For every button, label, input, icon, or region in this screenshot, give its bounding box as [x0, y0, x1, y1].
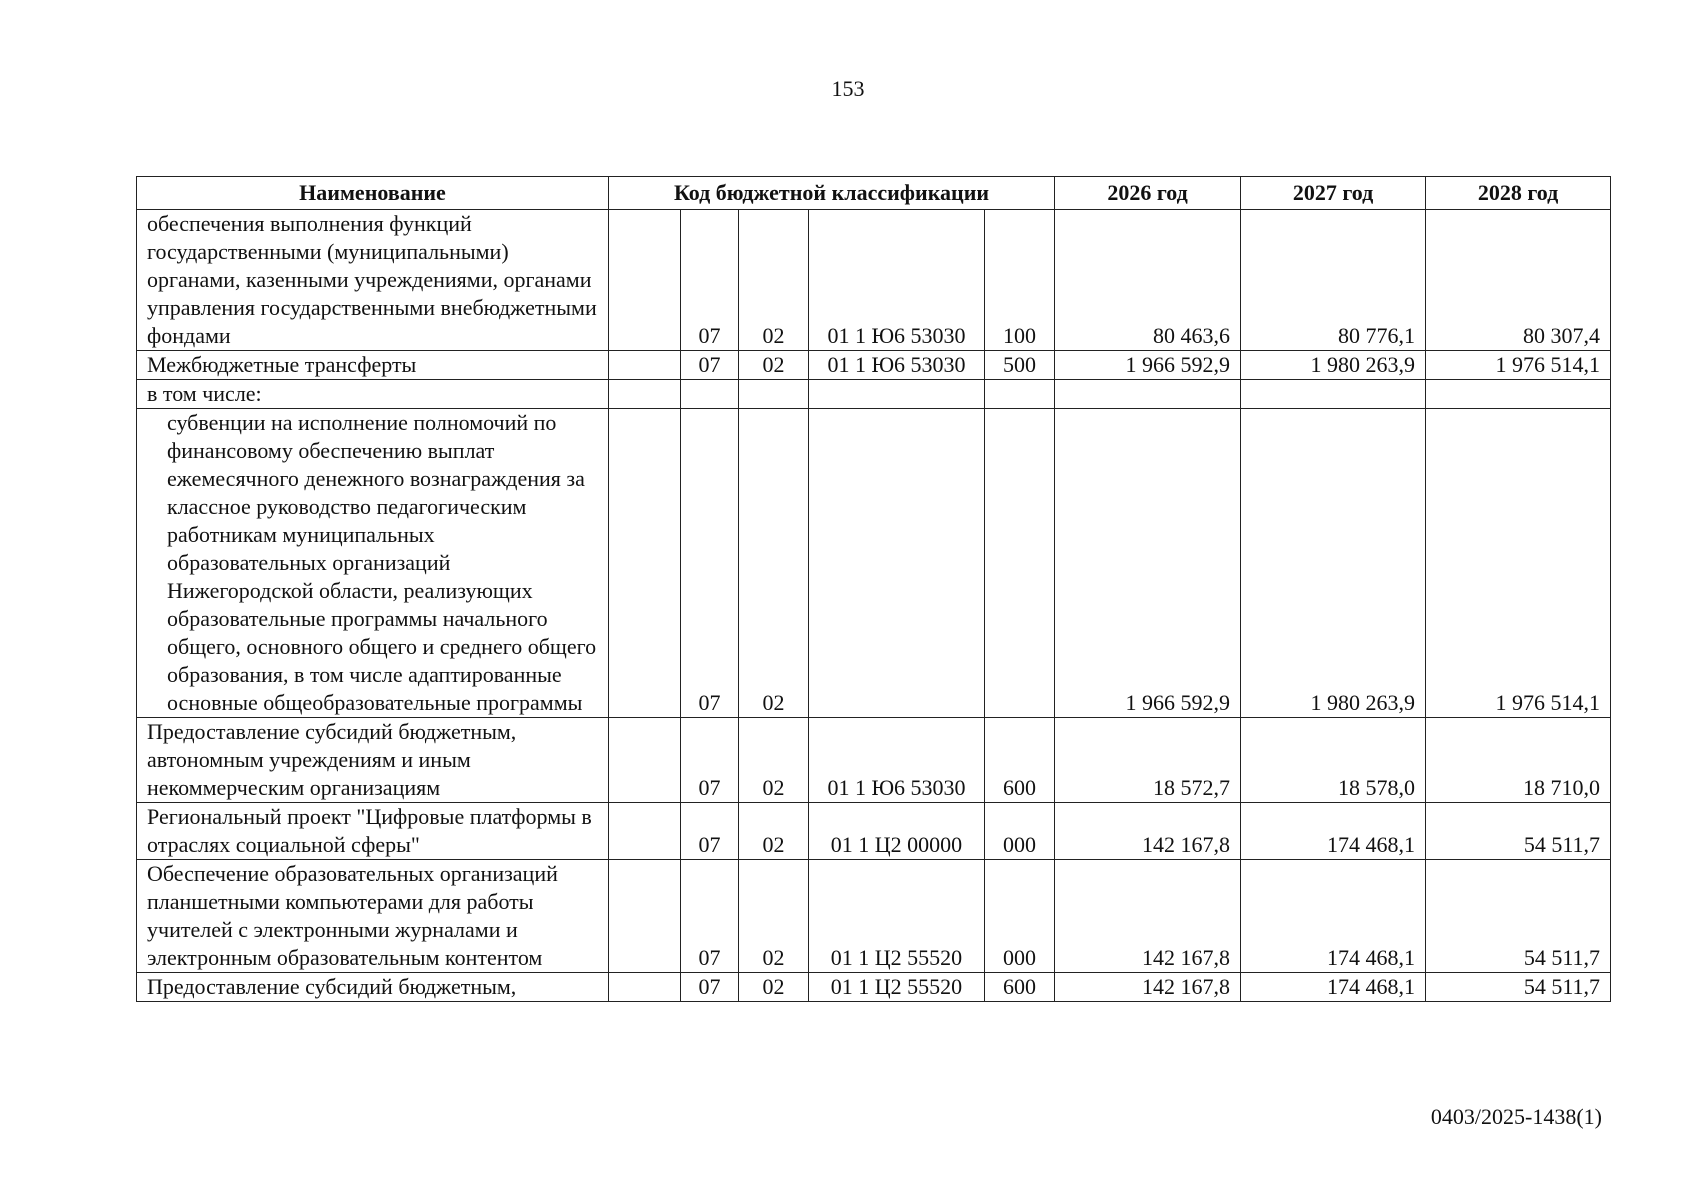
- row-name: Предоставление субсидий бюджетным,: [137, 973, 609, 1002]
- row-subsection-code: 02: [739, 409, 809, 718]
- header-2028: 2028 год: [1426, 177, 1611, 210]
- row-value-2028: 54 511,7: [1426, 973, 1611, 1002]
- row-value-2028: 1 976 514,1: [1426, 351, 1611, 380]
- row-value-2027: 18 578,0: [1241, 718, 1426, 803]
- table-row: [137, 803, 1611, 860]
- row-subsection-code: 02: [739, 803, 809, 860]
- row-name: Межбюджетные трансферты: [137, 351, 609, 380]
- row-value-2027: 174 468,1: [1241, 973, 1426, 1002]
- table-row: [137, 351, 1611, 380]
- row-subsection-code: 02: [739, 973, 809, 1002]
- row-subsection-code: [739, 380, 809, 409]
- row-section-code: 07: [681, 860, 739, 973]
- row-value-2028: 80 307,4: [1426, 210, 1611, 351]
- row-value-2026: 80 463,6: [1055, 210, 1241, 351]
- row-expense-type: 000: [985, 860, 1055, 973]
- row-section-code: 07: [681, 718, 739, 803]
- row-expense-type: 600: [985, 718, 1055, 803]
- header-2026: 2026 год: [1055, 177, 1241, 210]
- row-value-2028: [1426, 380, 1611, 409]
- row-value-2027: [1241, 380, 1426, 409]
- row-expense-type: [985, 380, 1055, 409]
- row-target-article: 01 1 Ц2 00000: [809, 803, 985, 860]
- row-target-article: 01 1 Ц2 55520: [809, 973, 985, 1002]
- row-target-article: [809, 380, 985, 409]
- table-row: [137, 973, 1611, 1002]
- row-value-2026: 142 167,8: [1055, 860, 1241, 973]
- row-value-2027: 1 980 263,9: [1241, 351, 1426, 380]
- page-number: 153: [831, 76, 865, 101]
- row-name: субвенции на исполнение полномочий по финансовому обеспечению выплат ежемесячного денежного вознаграждения за классное руководство педагогическим работникам муниципальных образовательных организаций Нижегородской области, реализующих образовательные программы начального общего, основного общего и среднего общего образования, в том числе адаптированные основные общеобразовательные программы: [137, 409, 609, 718]
- row-section-code: [681, 380, 739, 409]
- row-value-2026: [1055, 380, 1241, 409]
- row-target-article: 01 1 Ю6 53030: [809, 718, 985, 803]
- row-name: в том числе:: [137, 380, 609, 409]
- row-subsection-code: 02: [739, 718, 809, 803]
- row-target-article: 01 1 Ц2 55520: [809, 860, 985, 973]
- row-value-2028: 1 976 514,1: [1426, 409, 1611, 718]
- header-code: Код бюджетной классификации: [609, 177, 1055, 210]
- row-name: обеспечения выполнения функций государственными (муниципальными) органами, казенными учреждениями, органами управления государственными внебюджетными фондами: [137, 210, 609, 351]
- row-name: Обеспечение образовательных организаций планшетными компьютерами для работы учителей с электронными журналами и электронным образовательным контентом: [137, 860, 609, 973]
- row-blank-cell: [609, 718, 681, 803]
- table-row: [137, 718, 1611, 803]
- row-section-code: 07: [681, 973, 739, 1002]
- row-section-code: 07: [681, 210, 739, 351]
- row-expense-type: 100: [985, 210, 1055, 351]
- header-name: Наименование: [137, 177, 609, 210]
- row-value-2026: 1 966 592,9: [1055, 409, 1241, 718]
- table-row: [137, 380, 1611, 409]
- row-blank-cell: [609, 351, 681, 380]
- row-value-2026: 142 167,8: [1055, 803, 1241, 860]
- row-value-2028: 18 710,0: [1426, 718, 1611, 803]
- row-value-2027: 174 468,1: [1241, 860, 1426, 973]
- row-section-code: 07: [681, 803, 739, 860]
- row-subsection-code: 02: [739, 351, 809, 380]
- row-expense-type: 500: [985, 351, 1055, 380]
- row-blank-cell: [609, 973, 681, 1002]
- row-blank-cell: [609, 803, 681, 860]
- row-section-code: 07: [681, 409, 739, 718]
- row-value-2026: 142 167,8: [1055, 973, 1241, 1002]
- row-value-2027: 174 468,1: [1241, 803, 1426, 860]
- document-id: 0403/2025-1438(1): [1430, 1104, 1602, 1129]
- row-target-article: 01 1 Ю6 53030: [809, 351, 985, 380]
- row-value-2026: 1 966 592,9: [1055, 351, 1241, 380]
- row-target-article: 01 1 Ю6 53030: [809, 210, 985, 351]
- row-blank-cell: [609, 210, 681, 351]
- table-row: [137, 210, 1611, 351]
- row-target-article: [809, 409, 985, 718]
- row-value-2027: 80 776,1: [1241, 210, 1426, 351]
- row-subsection-code: 02: [739, 860, 809, 973]
- row-subsection-code: 02: [739, 210, 809, 351]
- row-section-code: 07: [681, 351, 739, 380]
- table-row: [137, 860, 1611, 973]
- row-blank-cell: [609, 860, 681, 973]
- row-name: Предоставление субсидий бюджетным, автономным учреждениям и иным некоммерческим организациям: [137, 718, 609, 803]
- row-blank-cell: [609, 380, 681, 409]
- table-header-row: [137, 177, 1611, 210]
- row-value-2027: 1 980 263,9: [1241, 409, 1426, 718]
- row-blank-cell: [609, 409, 681, 718]
- row-name: Региональный проект "Цифровые платформы в отраслях социальной сферы": [137, 803, 609, 860]
- row-value-2028: 54 511,7: [1426, 803, 1611, 860]
- row-expense-type: [985, 409, 1055, 718]
- row-expense-type: 600: [985, 973, 1055, 1002]
- row-expense-type: 000: [985, 803, 1055, 860]
- row-value-2026: 18 572,7: [1055, 718, 1241, 803]
- budget-table: [136, 176, 1611, 1002]
- row-value-2028: 54 511,7: [1426, 860, 1611, 973]
- table-row: [137, 409, 1611, 718]
- header-2027: 2027 год: [1241, 177, 1426, 210]
